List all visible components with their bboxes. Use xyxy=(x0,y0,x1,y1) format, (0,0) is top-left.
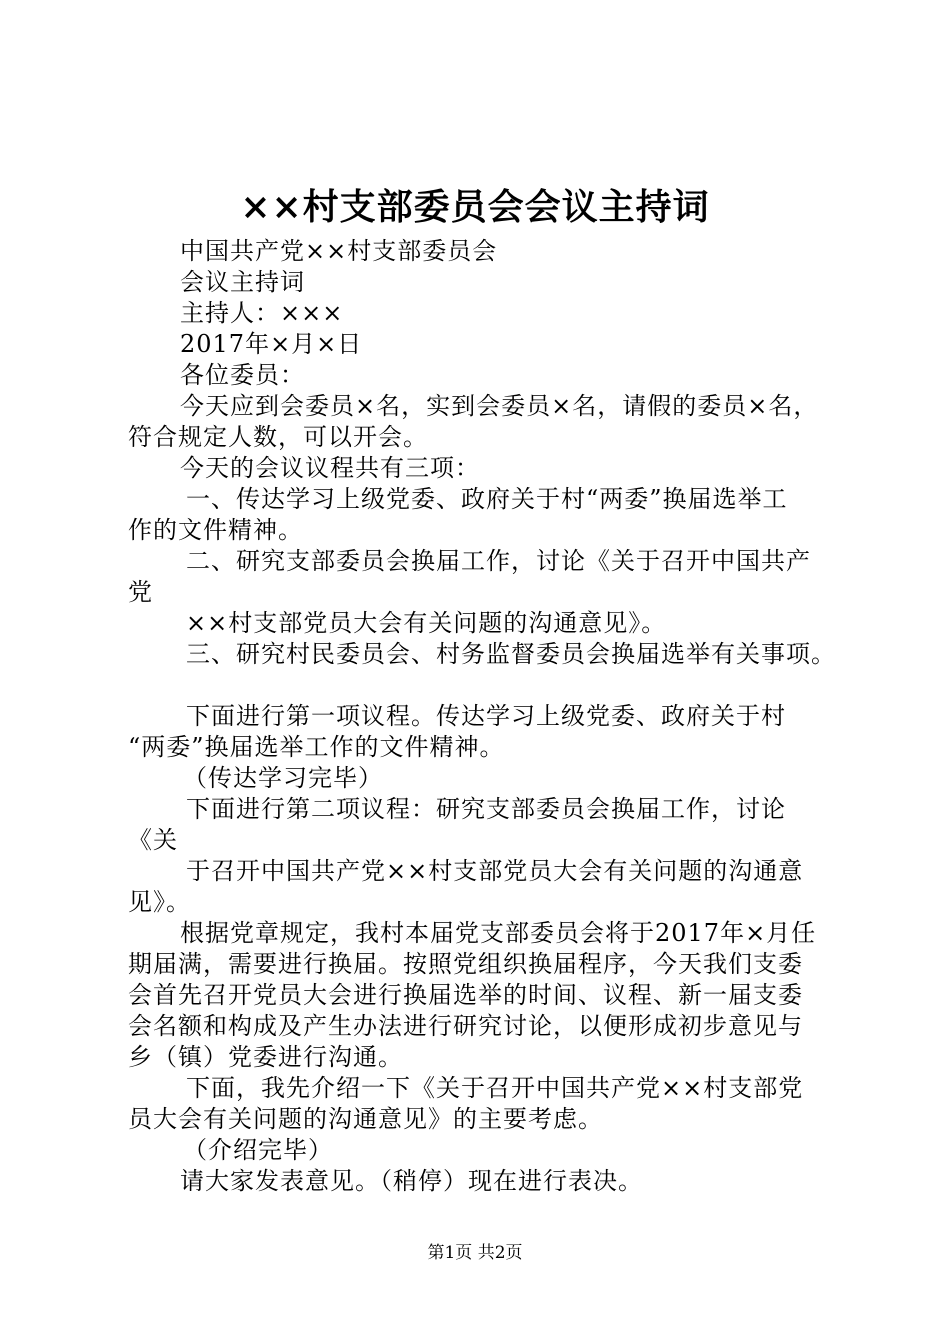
paragraph-line: 二、研究支部委员会换届工作，讨论《关于召开中国共产 xyxy=(186,547,811,575)
paragraph-line: 于召开中国共产党××村支部党员大会有关问题的沟通意 xyxy=(186,857,804,885)
paragraph-line: 主持人：××× xyxy=(180,299,344,327)
paragraph-line: （传达学习完毕） xyxy=(183,764,383,792)
paragraph-line: 2017年×月×日 xyxy=(180,330,363,358)
paragraph-line: 党 xyxy=(128,578,153,606)
paragraph-line: 三、研究村民委员会、村务监督委员会换届选举有关事项。 xyxy=(186,640,836,668)
blank-line xyxy=(128,670,843,701)
paragraph-line: 《关 xyxy=(128,826,178,854)
paragraph-line: 见》。 xyxy=(128,888,191,916)
paragraph-line: 会名额和构成及产生办法进行研究讨论，以便形成初步意见与 xyxy=(128,1012,803,1040)
paragraph-line: 今天应到会委员×名，实到会委员×名，请假的委员×名， xyxy=(180,392,819,420)
document-body xyxy=(128,236,843,1197)
paragraph-line: “两委”换届选举工作的文件精神。 xyxy=(128,733,505,761)
paragraph-line: 请大家发表意见。（稍停）现在进行表决。 xyxy=(180,1167,643,1195)
paragraph-line: 根据党章规定，我村本届党支部委员会将于2017年×月任 xyxy=(180,919,817,947)
paragraph-line: 今天的会议议程共有三项： xyxy=(180,454,480,482)
paragraph-line: 下面进行第二项议程：研究支部委员会换届工作，讨论 xyxy=(186,795,786,823)
paragraph-line: 中国共产党××村支部委员会 xyxy=(180,237,498,265)
page-footer: 第1页 共2页 xyxy=(427,1243,523,1263)
paragraph-line: 一、传达学习上级党委、政府关于村“两委”换届选举工 xyxy=(186,485,788,513)
paragraph-line: 员大会有关问题的沟通意见》的主要考虑。 xyxy=(128,1105,603,1133)
paragraph-line: 会首先召开党员大会进行换届选举的时间、议程、新一届支委 xyxy=(128,981,803,1009)
paragraph-line: 期届满，需要进行换届。按照党组织换届程序，今天我们支委 xyxy=(128,950,803,978)
paragraph-line: 作的文件精神。 xyxy=(128,516,303,544)
paragraph-line: 下面，我先介绍一下《关于召开中国共产党××村支部党 xyxy=(186,1074,804,1102)
paragraph-line: 乡（镇）党委进行沟通。 xyxy=(128,1043,403,1071)
paragraph-line: 各位委员： xyxy=(180,361,305,389)
paragraph-line: 符合规定人数，可以开会。 xyxy=(128,423,428,451)
paragraph-line: （介绍完毕） xyxy=(183,1136,333,1164)
paragraph-line: 下面进行第一项议程。传达学习上级党委、政府关于村 xyxy=(186,702,786,730)
paragraph-line: ××村支部党员大会有关问题的沟通意见》。 xyxy=(186,609,667,637)
document-title: ××村支部委员会会议主持词 xyxy=(240,186,710,228)
paragraph-line: 会议主持词 xyxy=(180,268,305,296)
